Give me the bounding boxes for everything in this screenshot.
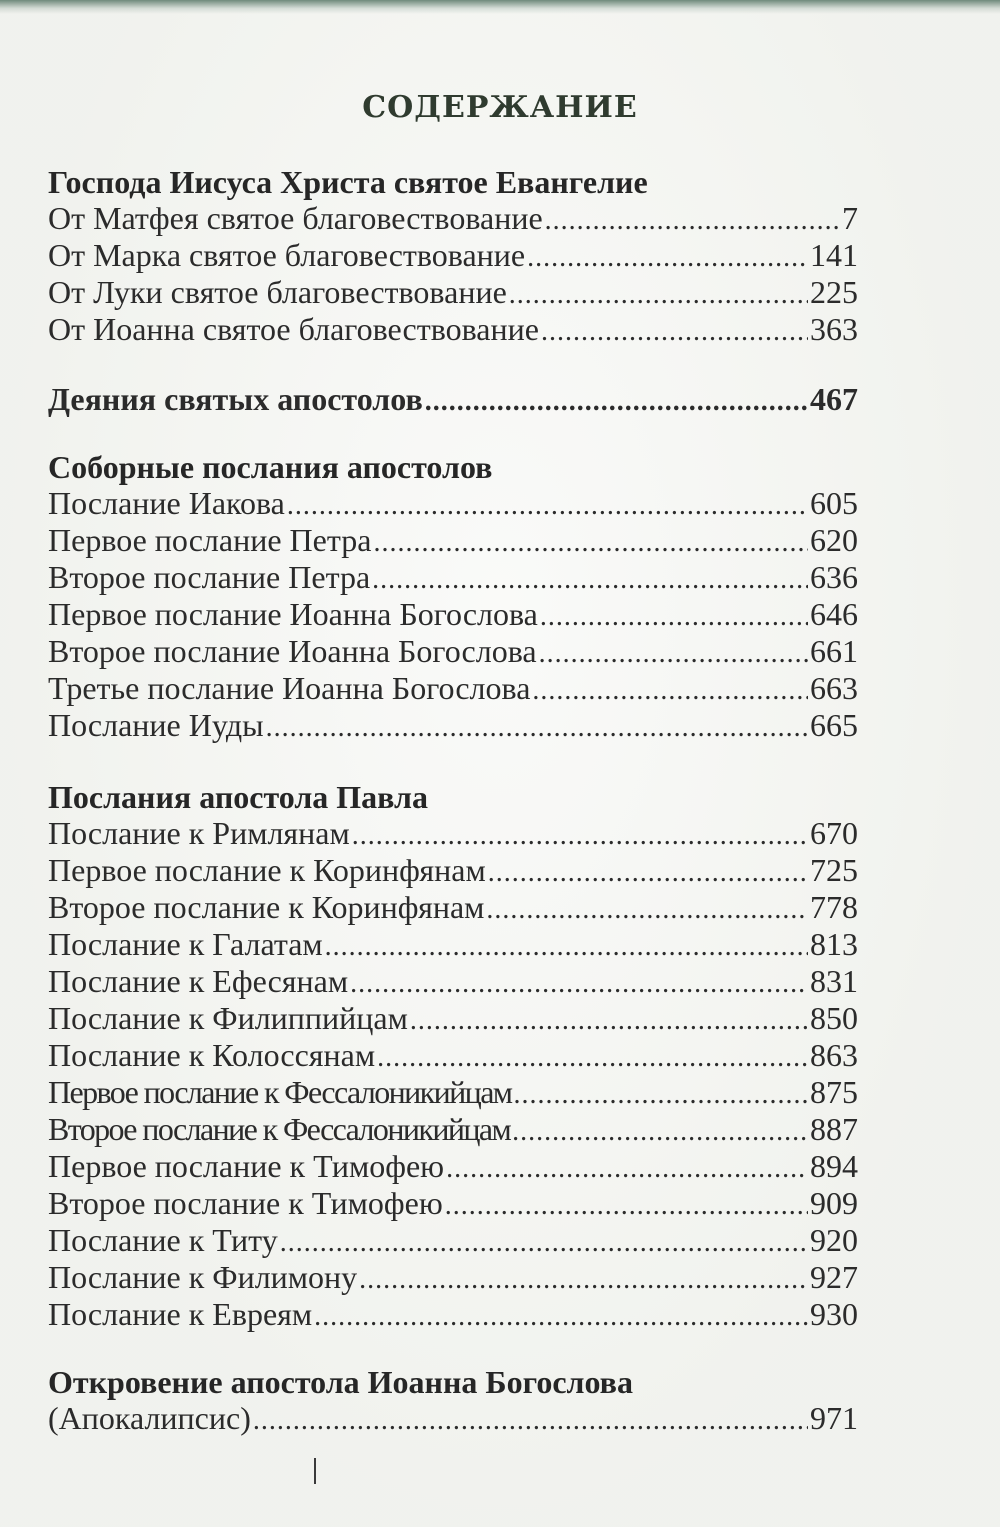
entry-label: От Луки святое благовествование (48, 274, 507, 310)
page-mark (314, 1458, 316, 1484)
dot-leader (445, 1189, 808, 1223)
entry-label: Первое послание Иоанна Богослова (48, 596, 538, 632)
entry-page: 363 (810, 311, 858, 347)
dot-leader (377, 1041, 808, 1075)
entry-label: Послание к Титу (48, 1222, 278, 1258)
entry-label: Второе послание Петра (48, 559, 371, 595)
dot-leader (253, 1404, 808, 1438)
dot-leader (373, 526, 808, 560)
entry-label: Послание к Евреям (48, 1296, 313, 1332)
dot-leader (352, 819, 808, 853)
toc-entry (48, 560, 858, 597)
section-heading-catholic-epistles: Соборные послания апостолов (48, 449, 493, 485)
entry-label: От Марка святое благовествование (48, 237, 526, 273)
entry-label: Послание к Ефесянам (48, 963, 349, 999)
entry-page: 894 (810, 1148, 858, 1184)
entry-page: 927 (810, 1259, 858, 1295)
dot-leader (410, 1004, 808, 1038)
toc-entry (48, 708, 858, 745)
dot-leader (372, 563, 808, 597)
toc-entry (48, 816, 858, 853)
entry-label: От Иоанна святое благовествование (48, 311, 539, 347)
entry-label: От Матфея святое благовествование (48, 200, 543, 236)
entry-page: 971 (810, 1400, 858, 1436)
dot-leader (287, 489, 808, 523)
toc-entry (48, 275, 858, 312)
dot-leader (545, 204, 840, 238)
entry-label: Второе послание к Тимофею (48, 1185, 443, 1221)
toc-entry (48, 523, 858, 560)
toc-entry (48, 486, 858, 523)
entry-label: Послание к Римлянам (48, 815, 350, 851)
toc-entry (48, 927, 858, 964)
toc-entry (48, 1186, 858, 1223)
toc-entry (48, 1260, 858, 1297)
entry-page: 646 (810, 596, 858, 632)
dot-leader (541, 315, 808, 349)
entry-label: Первое послание к Коринфянам (48, 852, 486, 888)
entry-page: 920 (810, 1222, 858, 1258)
entry-label: (Апокалипсис) (48, 1400, 251, 1436)
spacer (48, 349, 858, 382)
toc-entry (48, 597, 858, 634)
dot-leader (446, 1152, 808, 1186)
dot-leader (314, 1300, 808, 1334)
section-heading-revelation: Откровение апостола Иоанна Богослова (48, 1364, 633, 1400)
spacer (48, 1334, 858, 1363)
toc-entry (48, 634, 858, 671)
entry-page: 778 (810, 889, 858, 925)
spacer (48, 419, 858, 448)
spacer (48, 745, 858, 778)
entry-label: Послание к Галатам (48, 926, 323, 962)
entry-label: Третье послание Иоанна Богослова (48, 670, 531, 706)
dot-leader (513, 1078, 808, 1112)
entry-label: Послание Иакова (48, 485, 285, 521)
entry-page: 909 (810, 1185, 858, 1221)
toc-entry (48, 1075, 858, 1112)
dot-leader (359, 1263, 808, 1297)
toc-entry (48, 1223, 858, 1260)
entry-page: 813 (810, 926, 858, 962)
entry-page: 665 (810, 707, 858, 743)
dot-leader (266, 711, 808, 745)
entry-page: 225 (810, 274, 858, 310)
toc-entry (48, 853, 858, 890)
dot-leader (280, 1226, 808, 1260)
toc-entry (48, 890, 858, 927)
toc-entry (48, 1112, 858, 1149)
dot-leader (325, 930, 808, 964)
entry-page: 663 (810, 670, 858, 706)
toc-entry (48, 238, 858, 275)
dot-leader (540, 600, 808, 634)
entry-page: 930 (810, 1296, 858, 1332)
toc-entry (48, 1149, 858, 1186)
entry-label: Второе послание к Коринфянам (48, 889, 485, 925)
page-title: СОДЕРЖАНИЕ (362, 90, 638, 125)
entry-page: 725 (810, 852, 858, 888)
entry-page: 661 (810, 633, 858, 669)
entry-page: 887 (810, 1111, 858, 1147)
entry-label: Первое послание к Фессалоникийцам (48, 1074, 512, 1110)
entry-page: 850 (810, 1000, 858, 1036)
entry-label: Деяния святых апостолов (48, 381, 423, 417)
entry-label: Послание Иуды (48, 707, 264, 743)
entry-page: 605 (810, 485, 858, 521)
dot-leader (509, 278, 808, 312)
toc-entry (48, 1297, 858, 1334)
dot-leader (532, 674, 808, 708)
entry-label: Второе послание Иоанна Богослова (48, 633, 537, 669)
dot-leader (512, 1115, 808, 1149)
entry-page: 863 (810, 1037, 858, 1073)
section-heading-gospels: Господа Иисуса Христа святое Евангелие (48, 164, 648, 200)
dot-leader (527, 241, 808, 275)
dot-leader (350, 967, 808, 1001)
toc-entry (48, 1401, 858, 1438)
toc-entry (48, 1038, 858, 1075)
entry-page: 467 (810, 381, 858, 417)
toc-entry-acts (48, 382, 858, 419)
toc-entry (48, 312, 858, 349)
entry-label: Первое послание к Тимофею (48, 1148, 445, 1184)
dot-leader (486, 893, 808, 927)
page-top-edge (0, 0, 1000, 14)
entry-label: Послание к Филимону (48, 1259, 358, 1295)
entry-page: 620 (810, 522, 858, 558)
entry-page: 875 (810, 1074, 858, 1110)
toc-entry (48, 671, 858, 708)
entry-label: Второе послание к Фессалоникийцам (48, 1111, 511, 1147)
toc-entry (48, 201, 858, 238)
table-of-contents (48, 163, 858, 1438)
dot-leader (488, 856, 808, 890)
entry-page: 636 (810, 559, 858, 595)
entry-page: 670 (810, 815, 858, 851)
dot-leader (425, 385, 808, 419)
entry-page: 141 (810, 237, 858, 273)
entry-label: Послание к Филиппийцам (48, 1000, 408, 1036)
entry-label: Послание к Колоссянам (48, 1037, 376, 1073)
entry-page: 831 (810, 963, 858, 999)
section-heading-pauline-epistles: Послания апостола Павла (48, 779, 428, 815)
entry-label: Первое послание Петра (48, 522, 372, 558)
entry-page: 7 (842, 200, 858, 236)
toc-entry (48, 1001, 858, 1038)
toc-entry (48, 964, 858, 1001)
dot-leader (539, 637, 808, 671)
